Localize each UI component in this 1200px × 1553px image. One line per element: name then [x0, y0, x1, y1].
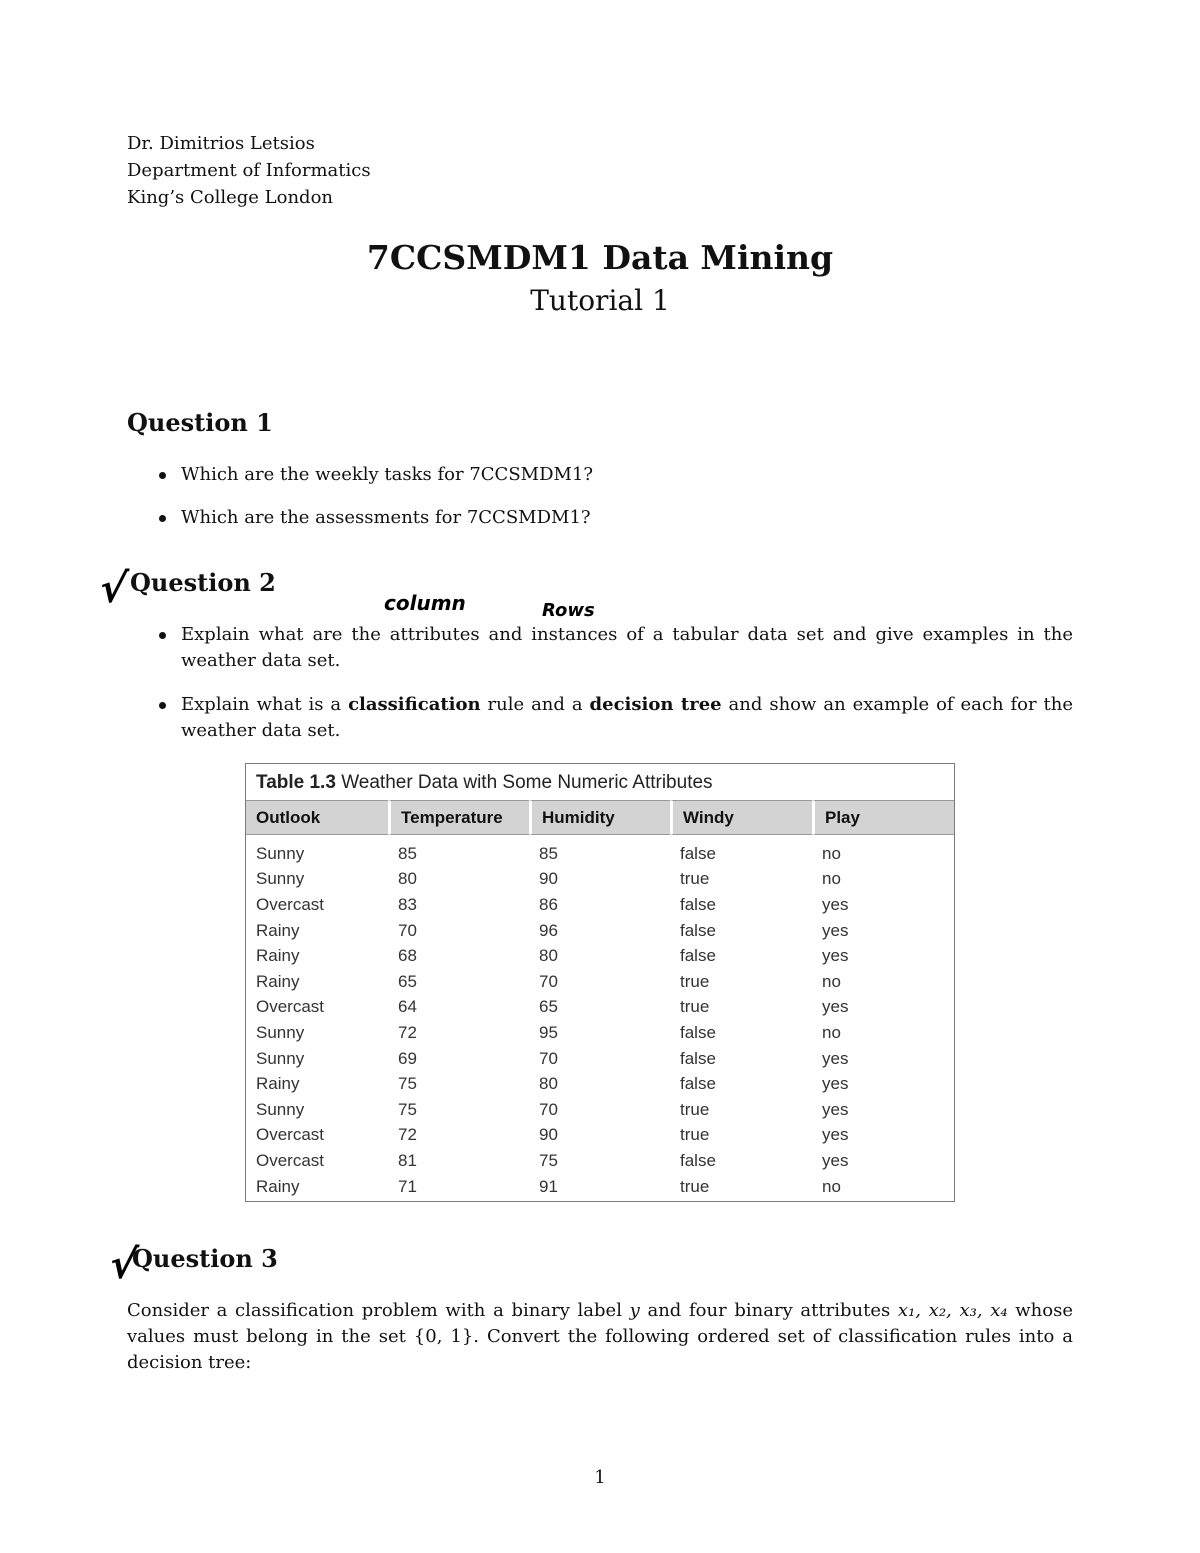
table-row	[246, 943, 954, 969]
cell-windy: false	[680, 946, 716, 966]
cell-humidity: 95	[539, 1022, 558, 1042]
cell-temperature: 75	[398, 1099, 417, 1119]
table-header-row	[246, 800, 954, 835]
table-grid	[246, 800, 954, 1199]
cell-windy: false	[680, 1048, 716, 1068]
table-row	[246, 892, 954, 918]
cell-outlook: Sunny	[256, 1048, 305, 1068]
page-number: 1	[594, 1467, 606, 1488]
text-part: whose values must belong in the set	[127, 1300, 1073, 1347]
cell-outlook: Overcast	[256, 1150, 325, 1170]
cell-humidity: 80	[539, 1074, 558, 1094]
table-row	[246, 867, 954, 893]
author-institution: King’s College London	[127, 187, 334, 208]
cell-play: yes	[822, 997, 849, 1017]
bullet-dot	[159, 472, 166, 479]
cell-temperature: 75	[398, 1074, 417, 1094]
cell-windy: true	[680, 1176, 710, 1196]
cell-outlook: Rainy	[256, 920, 300, 940]
table-body	[246, 835, 954, 1199]
cell-outlook: Rainy	[256, 1176, 300, 1196]
handwritten-note-columns: column	[384, 591, 466, 615]
cell-temperature: 69	[398, 1048, 417, 1068]
cell-outlook: Rainy	[256, 1074, 300, 1094]
math-attributes: x₁, x₂, x₃, x₄	[897, 1300, 1008, 1321]
cell-play: yes	[822, 920, 849, 940]
cell-humidity: 86	[539, 894, 558, 914]
cell-play: yes	[822, 1074, 849, 1094]
column-header-windy: Windy	[670, 800, 812, 835]
author-block	[127, 130, 371, 211]
bullet-text: Which are the assessments for 7CCSMDM1?	[181, 507, 591, 528]
cell-windy: true	[680, 971, 710, 991]
table-caption	[246, 764, 954, 800]
cell-humidity: 70	[539, 1048, 558, 1068]
cell-temperature: 72	[398, 1125, 417, 1145]
question-3-text	[127, 1298, 1073, 1376]
cell-play: yes	[822, 946, 849, 966]
math-label-y: y	[629, 1300, 640, 1321]
cell-play: no	[822, 869, 841, 889]
table-row	[246, 1020, 954, 1046]
cell-humidity: 70	[539, 1099, 558, 1119]
cell-play: yes	[822, 1125, 849, 1145]
cell-windy: true	[680, 997, 710, 1017]
author-name: Dr. Dimitrios Letsios	[127, 133, 315, 154]
cell-outlook: Sunny	[256, 843, 305, 863]
text-part: and four binary attributes	[639, 1300, 898, 1321]
question-2-bullet-1	[181, 622, 1073, 674]
weather-data-table	[245, 763, 955, 1202]
author-department: Department of Informatics	[127, 160, 371, 181]
cell-windy: false	[680, 1150, 716, 1170]
cell-temperature: 71	[398, 1176, 417, 1196]
question-3-heading: Question 3	[132, 1244, 278, 1273]
bold-term-classification: classification	[348, 694, 481, 715]
table-row	[246, 1071, 954, 1097]
cell-play: yes	[822, 1048, 849, 1068]
cell-windy: false	[680, 843, 716, 863]
cell-temperature: 68	[398, 946, 417, 966]
table-row	[246, 1123, 954, 1149]
cell-temperature: 81	[398, 1150, 417, 1170]
bullet-dot	[159, 632, 166, 639]
cell-humidity: 65	[539, 997, 558, 1017]
cell-temperature: 83	[398, 894, 417, 914]
cell-windy: false	[680, 920, 716, 940]
cell-temperature: 70	[398, 920, 417, 940]
document-subtitle: Tutorial 1	[530, 284, 670, 317]
cell-outlook: Overcast	[256, 997, 325, 1017]
handwritten-check-mark-2: √	[106, 1242, 140, 1288]
bullet-dot	[159, 702, 166, 709]
table-row	[246, 1148, 954, 1174]
cell-outlook: Sunny	[256, 1022, 305, 1042]
question-1-bullet-1	[181, 462, 1073, 488]
table-caption-label: Table 1.3	[256, 772, 336, 793]
question-1-bullet-2	[181, 505, 1073, 531]
table-row	[246, 1046, 954, 1072]
bold-term-decision-tree: decision tree	[589, 694, 722, 715]
cell-play: yes	[822, 894, 849, 914]
cell-windy: false	[680, 894, 716, 914]
table-caption-text: Weather Data with Some Numeric Attributes	[341, 772, 713, 793]
cell-windy: true	[680, 1099, 710, 1119]
handwritten-note-rows: Rows	[542, 600, 595, 621]
cell-play: no	[822, 971, 841, 991]
text-part: . Convert the following ordered set of classification rules into a decision tree:	[127, 1326, 1073, 1373]
cell-humidity: 96	[539, 920, 558, 940]
column-header-temperature: Temperature	[388, 800, 529, 835]
cell-humidity: 90	[539, 1125, 558, 1145]
bullet-dot	[159, 515, 166, 522]
cell-temperature: 72	[398, 1022, 417, 1042]
cell-windy: true	[680, 1125, 710, 1145]
cell-temperature: 64	[398, 997, 417, 1017]
cell-play: yes	[822, 1099, 849, 1119]
cell-temperature: 80	[398, 869, 417, 889]
table-row	[246, 995, 954, 1021]
table-row	[246, 1174, 954, 1200]
cell-windy: false	[680, 1022, 716, 1042]
cell-temperature: 65	[398, 971, 417, 991]
bullet-text: Explain what are the attributes and instances of a tabular data set and give examples in the weather data set.	[181, 624, 1073, 671]
table-row	[246, 1097, 954, 1123]
math-set: {0, 1}	[413, 1326, 474, 1347]
cell-outlook: Rainy	[256, 971, 300, 991]
table-row	[246, 969, 954, 995]
cell-temperature: 85	[398, 843, 417, 863]
cell-windy: true	[680, 869, 710, 889]
table-row	[246, 835, 954, 867]
bullet-text-part: Explain what is a	[181, 694, 349, 715]
handwritten-check-mark-1: √	[96, 566, 130, 612]
question-2-bullet-2	[181, 692, 1073, 744]
cell-play: yes	[822, 1150, 849, 1170]
column-header-humidity: Humidity	[529, 800, 670, 835]
cell-humidity: 80	[539, 946, 558, 966]
column-header-outlook: Outlook	[246, 800, 388, 835]
cell-outlook: Overcast	[256, 1125, 325, 1145]
bullet-text-part: and show an example of each for the weather data set.	[181, 694, 1074, 741]
cell-humidity: 91	[539, 1176, 558, 1196]
question-2-heading: Question 2	[130, 568, 276, 597]
cell-play: no	[822, 843, 841, 863]
cell-humidity: 70	[539, 971, 558, 991]
cell-play: no	[822, 1176, 841, 1196]
cell-humidity: 85	[539, 843, 558, 863]
bullet-text-part: rule and a	[480, 694, 590, 715]
cell-outlook: Sunny	[256, 869, 305, 889]
cell-windy: false	[680, 1074, 716, 1094]
cell-outlook: Sunny	[256, 1099, 305, 1119]
text-part: Consider a classification problem with a binary label	[127, 1300, 630, 1321]
cell-outlook: Rainy	[256, 946, 300, 966]
question-1-heading: Question 1	[127, 408, 273, 437]
column-header-play: Play	[812, 800, 954, 835]
table-row	[246, 918, 954, 944]
cell-humidity: 75	[539, 1150, 558, 1170]
bullet-text: Which are the weekly tasks for 7CCSMDM1?	[181, 464, 594, 485]
cell-outlook: Overcast	[256, 894, 325, 914]
document-title: 7CCSMDM1 Data Mining	[366, 238, 834, 277]
cell-humidity: 90	[539, 869, 558, 889]
cell-play: no	[822, 1022, 841, 1042]
